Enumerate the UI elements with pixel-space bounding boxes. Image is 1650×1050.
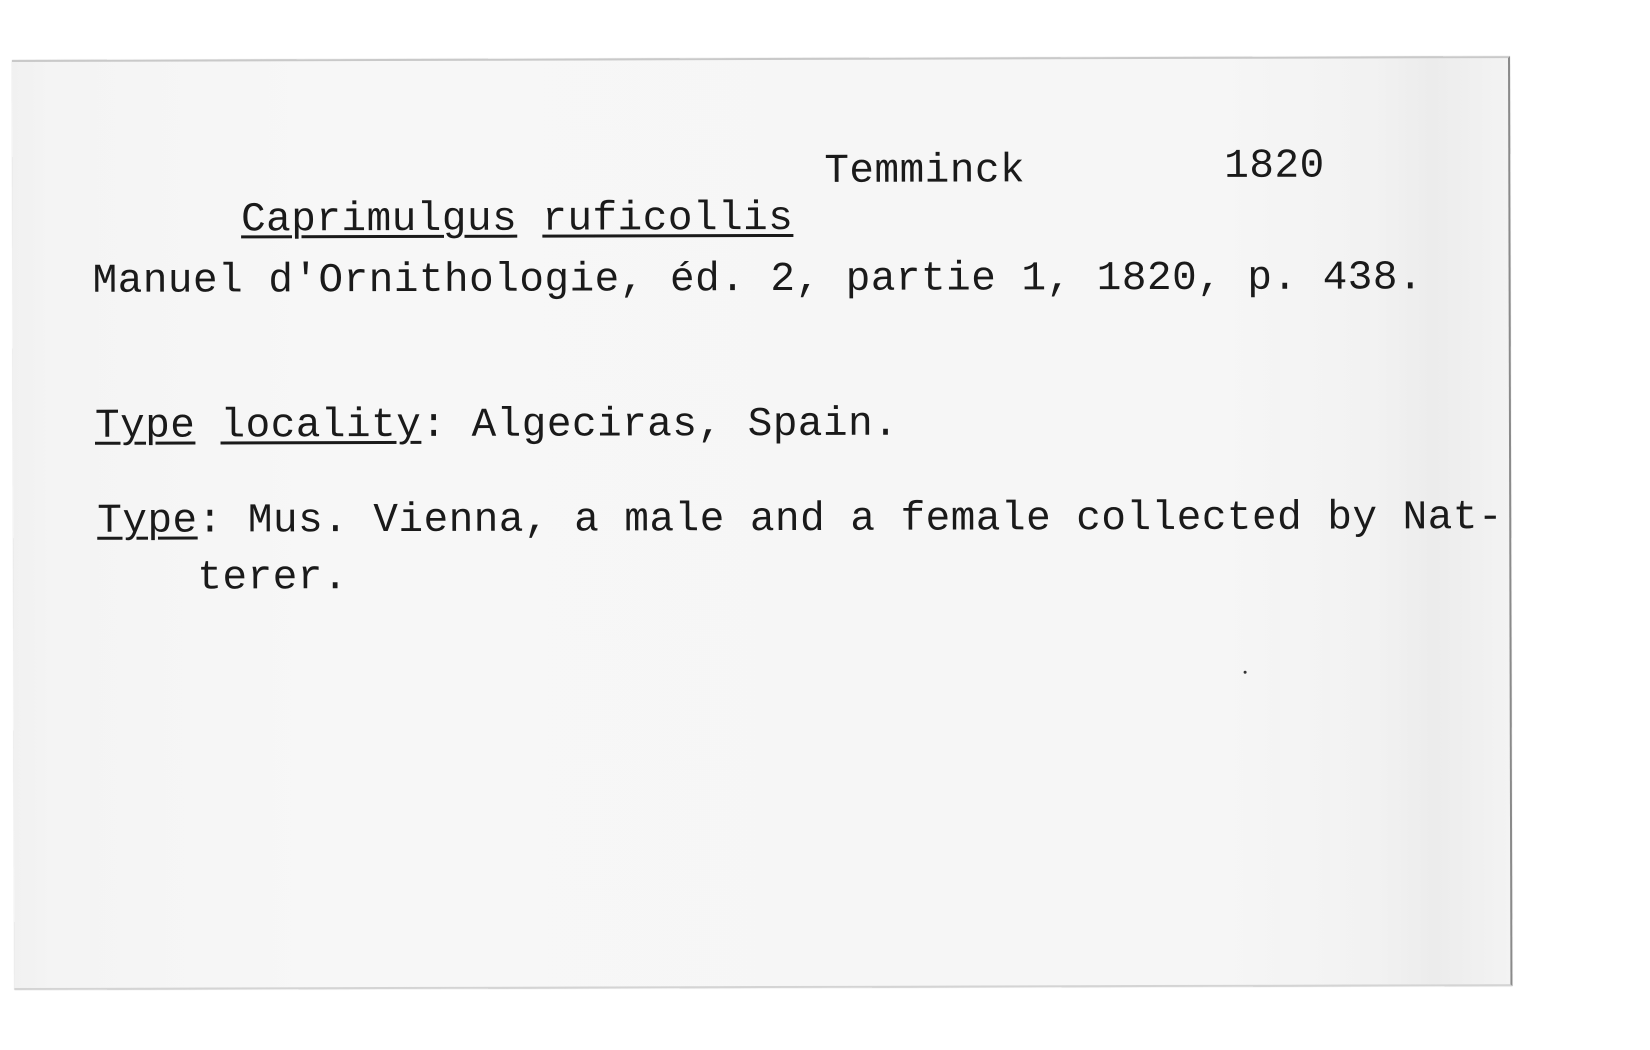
type-locality-line [94,401,899,450]
type-value-line-1: Mus. Vienna, a male and a female collected by Nat- [222,495,1504,545]
type-value-line-2: terer. [197,555,349,602]
type-line [97,495,1504,545]
type-locality-label-locality: locality [220,402,422,450]
citation-line: Manuel d'Ornithologie, éd. 2, partie 1, 1820, p. 438. [92,255,1424,305]
type-locality-label-type: Type [94,403,196,450]
publication-year: 1820 [1224,143,1325,190]
species-name: ruficollis [542,195,794,243]
type-locality-value: Algeciras, Spain. [446,401,899,449]
author-name: Temminck [824,148,1026,195]
type-separator: : [197,498,223,545]
index-card [12,56,1512,990]
type-locality-separator: : [421,402,447,449]
genus-name: Caprimulgus [240,196,518,244]
ink-speck [1244,671,1247,674]
type-label: Type [97,498,198,545]
